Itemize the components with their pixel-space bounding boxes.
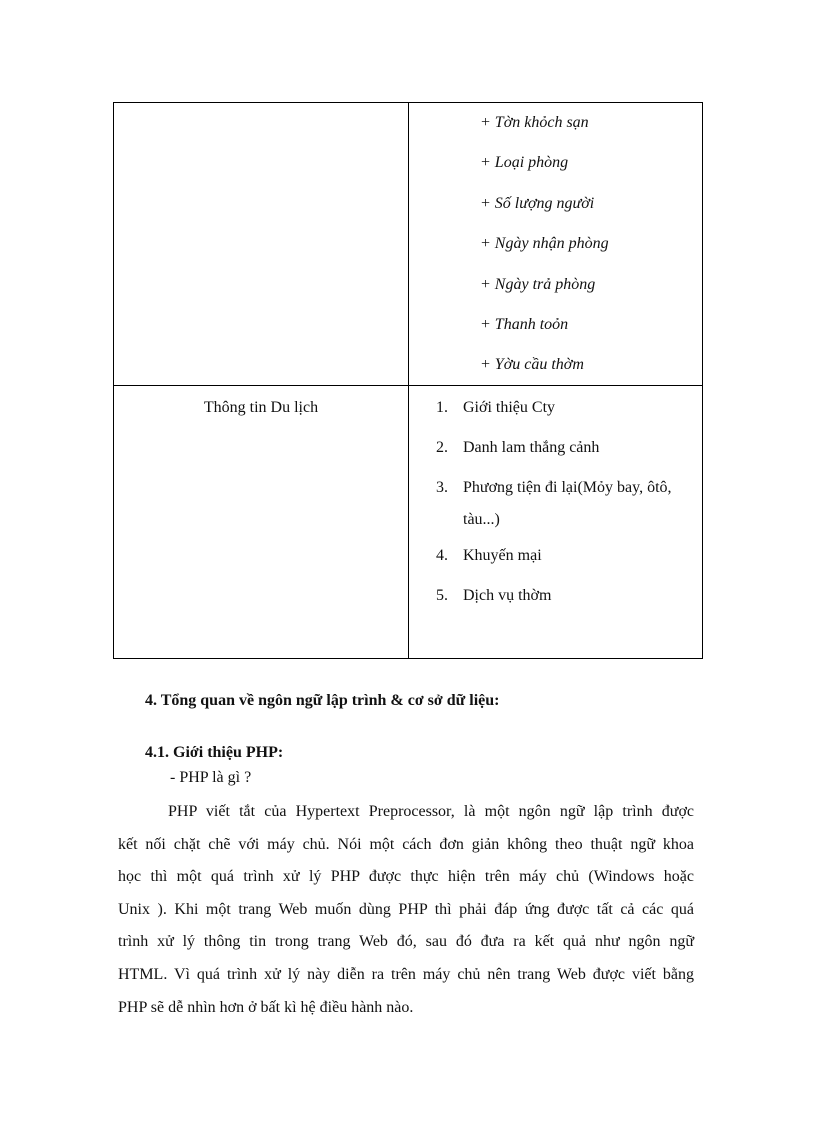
list-item: 4. Khuyến mại	[436, 547, 542, 564]
list-item: 1. Giới thiệu Cty	[436, 399, 556, 416]
list-item: + Thanh toỏn	[480, 315, 569, 333]
list-item: 5. Dịch vụ thờm	[436, 587, 552, 604]
list-item: + Ngày nhận phòng	[480, 235, 609, 253]
booking-fields-list	[480, 111, 690, 394]
paragraph-line: Unix ). Khi một trang Web muốn dùng PHP thì phải đáp ứng được tất cả các quá	[118, 900, 694, 918]
list-item: 3. Phương tiện đi lại(Mỏy bay, ôtô, tàu...)	[436, 479, 672, 528]
travel-info-list	[436, 396, 704, 608]
paragraph-line: PHP sẽ dễ nhìn hơn ở bất kì hệ điều hành nào.	[118, 998, 414, 1016]
table-column-divider	[408, 103, 409, 658]
paragraph-line: PHP viết tắt của Hypertext Preprocessor, là một ngôn ngữ lập trình được	[168, 803, 694, 820]
list-item: + Loại phòng	[480, 154, 569, 172]
travel-info-label: Thông tin Du lịch	[203, 399, 319, 416]
paragraph-line: HTML. Vì quá trình xử lý này diễn ra trên máy chủ nên trang Web được viết bằng	[118, 965, 694, 983]
paragraph-line: trình xử lý thông tin trong trang Web đó, sau đó đưa ra kết quả như ngôn ngữ	[118, 933, 694, 951]
paragraph-line: kết nối chặt chẽ với máy chủ. Nói một cách đơn giản không theo thuật ngữ khoa	[118, 835, 694, 853]
subsection-heading: 4.1. Giới thiệu PHP:	[145, 744, 284, 761]
list-item: + Số lượng người	[480, 194, 595, 212]
question-text: - PHP là gì ?	[170, 769, 252, 786]
list-item: + Tờn khỏch sạn	[480, 114, 589, 131]
paragraph-line: học thì một quá trình xử lý PHP được thực hiện trên máy chủ (Windows hoặc	[118, 868, 694, 886]
section-heading: 4. Tổng quan về ngôn ngữ lập trình & cơ sở dữ liệu:	[145, 692, 500, 709]
list-item: + Yờu cầu thờm	[480, 356, 584, 374]
php-paragraph	[118, 796, 694, 1024]
list-item: 2. Danh lam thắng cảnh	[436, 439, 600, 456]
list-item: + Ngày trả phòng	[480, 275, 596, 293]
info-table	[113, 102, 703, 659]
